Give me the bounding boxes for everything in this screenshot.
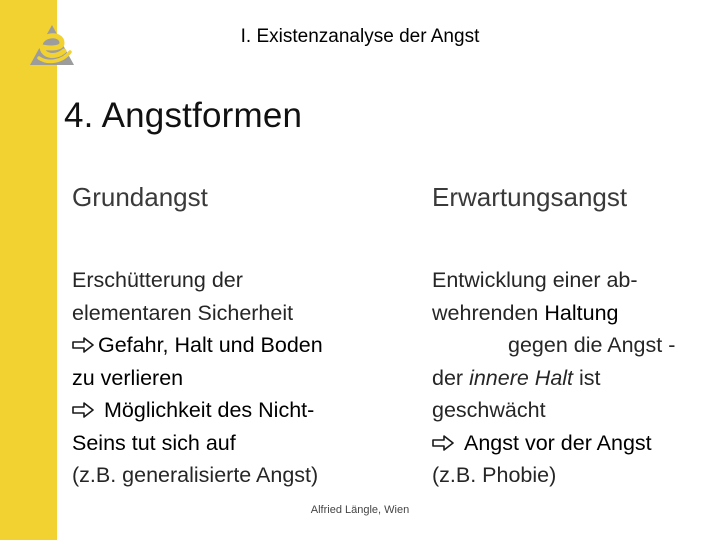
text-line: elementaren Sicherheit [72, 300, 294, 325]
footer-author: Alfried Längle, Wien [310, 504, 410, 516]
column-heading-grundangst: Grundangst [72, 182, 208, 212]
arrow-right-icon [72, 402, 94, 418]
text-line: geschwächt [432, 398, 546, 422]
text-part: der [432, 365, 470, 390]
slide-title: 4. Angstformen [64, 96, 303, 135]
column-erwartungsangst [432, 182, 720, 492]
slide-header: I. Existenzanalyse der Angst [240, 26, 480, 47]
column-grundangst [72, 182, 372, 492]
text-emphasis: Haltung [544, 300, 619, 325]
bullet-line [432, 427, 720, 460]
text-line [432, 362, 720, 395]
bullet-text: Gefahr, Halt und Boden [98, 333, 323, 357]
text-part: ist [573, 365, 601, 390]
text-line: Entwicklung einer ab- [432, 268, 638, 292]
column-body-grundangst [72, 264, 372, 492]
text-line: Erschütterung der [72, 268, 243, 292]
arrow-right-icon [72, 337, 94, 353]
column-heading-erwartungsangst: Erwartungsangst [432, 182, 628, 212]
text-line: zu verlieren [72, 365, 184, 390]
text-line: Seins tut sich auf [72, 430, 236, 455]
arrow-right-icon [432, 435, 454, 451]
text-line: (z.B. generalisierte Angst) [72, 463, 319, 487]
text-italic: innere Halt [469, 365, 574, 390]
bullet-line [72, 394, 372, 427]
sidebar-accent-bar [0, 0, 57, 540]
text-line: gegen die Angst - [508, 333, 676, 357]
bullet-line [72, 329, 372, 362]
text-line [432, 297, 720, 330]
bullet-text: Möglichkeit des Nicht- [104, 398, 315, 422]
column-body-erwartungsangst [432, 264, 720, 492]
bullet-text: Angst vor der Angst [464, 430, 652, 455]
text-part: wehrenden [432, 300, 545, 325]
logo-icon [26, 20, 78, 70]
text-line: (z.B. Phobie) [432, 463, 557, 487]
